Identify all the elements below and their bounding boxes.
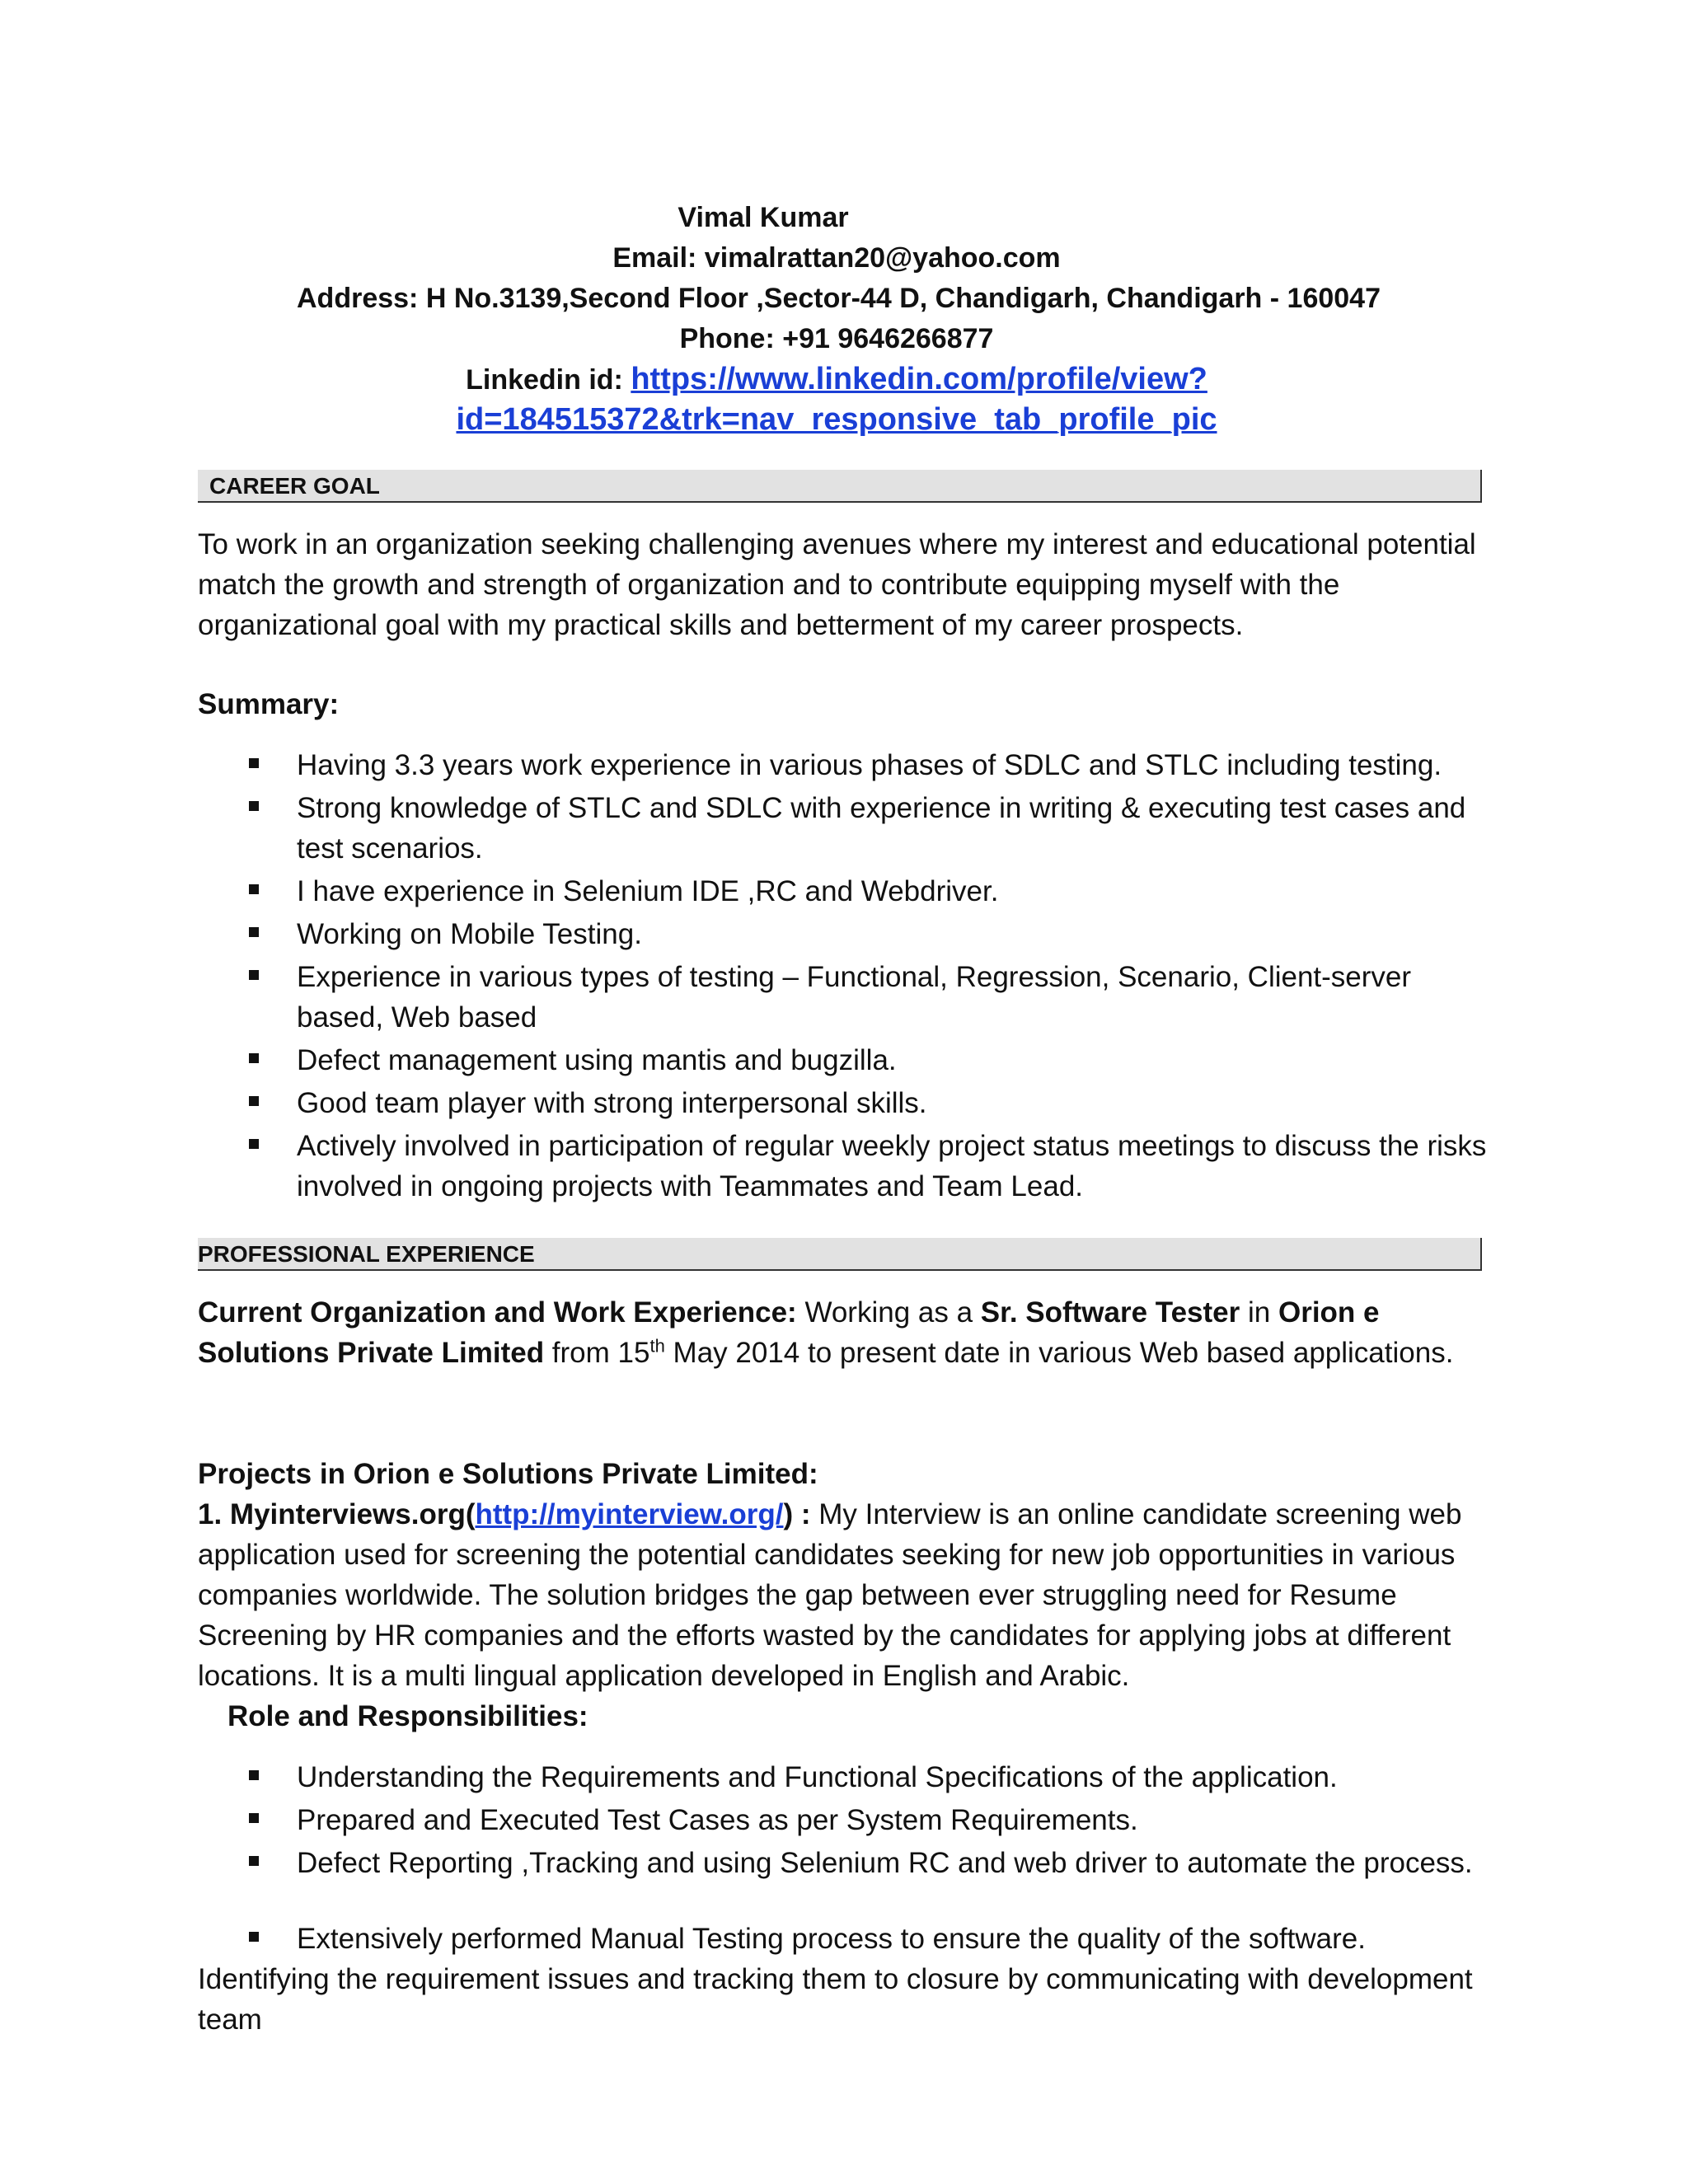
role-item-text: Prepared and Executed Test Cases as per System Requirements. bbox=[297, 1804, 1138, 1836]
role-item-text: Defect Reporting ,Tracking and using Selenium RC and web driver to automate the process. bbox=[297, 1847, 1473, 1879]
list-item bbox=[198, 1126, 1492, 1207]
current-org-label: Current Organization and Work Experience: bbox=[198, 1296, 797, 1329]
summary-item-text: Good team player with strong interpersonal skills. bbox=[297, 1087, 927, 1119]
list-item bbox=[198, 745, 1492, 785]
job-role: Sr. Software Tester bbox=[980, 1296, 1240, 1329]
role-responsibilities-heading: Role and Responsibilities: bbox=[227, 1700, 588, 1732]
project-1-desc-text: My Interview is an online candidate screening web application used for screening the potential candidates seeking for new job opportunities in various companies worldwide. The solution bridges the gap between ever struggling need for Resume Screening by HR companies and the efforts wasted by the candidates for applying jobs at different locations. It is a multi lingual application developed in English and Arabic. bbox=[198, 1498, 1462, 1692]
bullet-square-icon bbox=[249, 1932, 259, 1942]
list-item bbox=[198, 914, 1492, 954]
list-item bbox=[198, 1919, 1492, 1959]
list-item bbox=[198, 1083, 1492, 1123]
bullet-square-icon bbox=[249, 1770, 259, 1780]
role-item-text: Understanding the Requirements and Functional Specifications of the application. bbox=[297, 1761, 1338, 1793]
date-rest-text: May 2014 to present date in various Web based applications. bbox=[664, 1337, 1454, 1369]
linkedin-line bbox=[0, 359, 1673, 401]
date-suffix: th bbox=[649, 1335, 665, 1357]
bullet-square-icon bbox=[249, 1856, 259, 1866]
bullet-square-icon bbox=[249, 758, 259, 768]
current-organization-text bbox=[198, 1292, 1484, 1373]
summary-heading: Summary: bbox=[198, 688, 340, 720]
bullet-square-icon bbox=[249, 1096, 259, 1106]
bullet-square-icon bbox=[249, 1053, 259, 1063]
summary-item-text: Strong knowledge of STLC and SDLC with experience in writing & executing test cases and test scenarios. bbox=[297, 792, 1466, 865]
career-goal-heading: CAREER GOAL bbox=[198, 470, 1482, 503]
identifying-requirements-text: Identifying the requirement issues and tracking them to closure by communicating with development team bbox=[198, 1963, 1473, 2036]
role-item-text: Extensively performed Manual Testing process to ensure the quality of the software. bbox=[297, 1923, 1366, 1955]
project-1-description bbox=[198, 1494, 1484, 1696]
summary-item-text: Having 3.3 years work experience in various phases of SDLC and STLC including testing. bbox=[297, 749, 1442, 781]
list-item bbox=[198, 871, 1492, 912]
email-line: Email: vimalrattan20@yahoo.com bbox=[612, 242, 1061, 274]
list-item bbox=[198, 1843, 1492, 1883]
working-as-text: Working as a bbox=[796, 1296, 981, 1329]
linkedin-link-part1[interactable]: https://www.linkedin.com/profile/view? bbox=[631, 362, 1207, 396]
linkedin-line-2 bbox=[0, 400, 1673, 441]
project-1-title-close: ) : bbox=[783, 1498, 811, 1530]
list-item bbox=[198, 1757, 1492, 1797]
professional-experience-heading: PROFESSIONAL EXPERIENCE bbox=[198, 1238, 1482, 1271]
project-1-link[interactable]: http://myinterview.org/ bbox=[475, 1498, 784, 1530]
summary-item-text: I have experience in Selenium IDE ,RC and Webdriver. bbox=[297, 875, 999, 907]
responsibilities-list bbox=[198, 1757, 1492, 1886]
list-item bbox=[198, 788, 1492, 869]
summary-item-text: Defect management using mantis and bugzilla. bbox=[297, 1044, 897, 1076]
summary-item-text: Actively involved in participation of regular weekly project status meetings to discuss the risks involved in ongoing projects with Teammates and Team Lead. bbox=[297, 1130, 1487, 1202]
address-line: Address: H No.3139,Second Floor ,Sector-44 D, Chandigarh, Chandigarh - 160047 bbox=[297, 283, 1381, 314]
linkedin-label: Linkedin id: bbox=[466, 364, 631, 396]
candidate-name: Vimal Kumar bbox=[678, 202, 849, 233]
company-name: Orion e Solutions Private Limited bbox=[198, 1296, 1380, 1369]
list-item bbox=[198, 1800, 1492, 1840]
summary-item-text: Experience in various types of testing – Functional, Regression, Scenario, Client-server based, Web based bbox=[297, 961, 1412, 1033]
project-1-title: 1. Myinterviews.org( bbox=[198, 1498, 476, 1530]
projects-heading: Projects in Orion e Solutions Private Limited: bbox=[198, 1458, 818, 1490]
bullet-square-icon bbox=[249, 1813, 259, 1823]
linkedin-link-part2[interactable]: id=184515372&trk=nav_responsive_tab_profile_pic bbox=[456, 402, 1217, 437]
phone-line: Phone: +91 9646266877 bbox=[679, 323, 994, 354]
bullet-square-icon bbox=[249, 927, 259, 937]
in-word: in bbox=[1240, 1296, 1278, 1329]
from-text: from 15 bbox=[544, 1337, 650, 1369]
bullet-square-icon bbox=[249, 970, 259, 980]
bullet-square-icon bbox=[249, 1139, 259, 1149]
bullet-square-icon bbox=[249, 801, 259, 811]
bullet-square-icon bbox=[249, 884, 259, 894]
responsibilities-list-last bbox=[198, 1919, 1492, 1961]
list-item bbox=[198, 1040, 1492, 1080]
summary-item-text: Working on Mobile Testing. bbox=[297, 918, 642, 950]
career-goal-text: To work in an organization seeking challenging avenues where my interest and educational potential match the growth and strength of organization and to contribute equipping myself with the organizational goal with my practical skills and betterment of my career prospects. bbox=[198, 528, 1476, 641]
list-item bbox=[198, 957, 1492, 1038]
summary-list bbox=[198, 745, 1492, 1209]
